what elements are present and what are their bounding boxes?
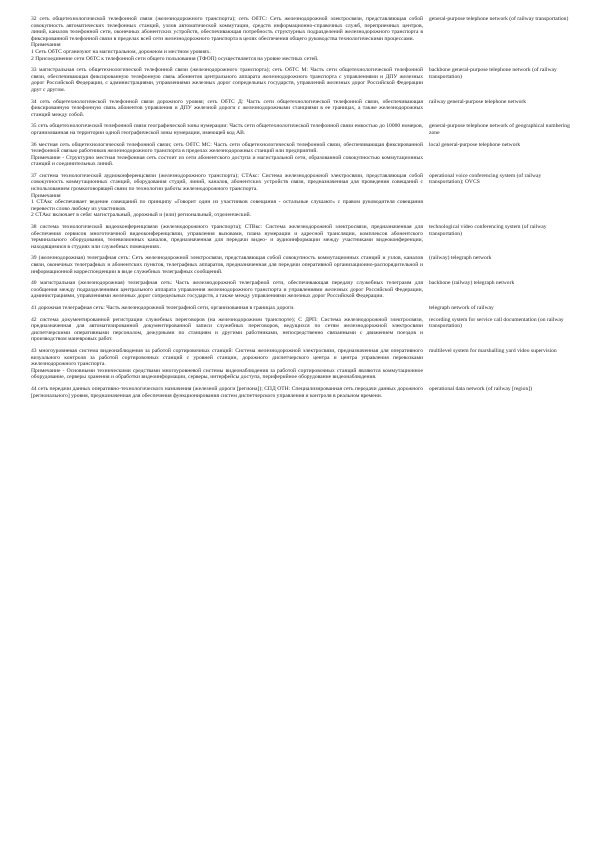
definition-text: 38 система технологической видеоконференцсвязи (железнодорожного транспорта); СТВкс: Система железнодорожной электросвязи, предназначенная для обеспечения сервисов многоточечной видеоконференцсвязи, управления вызовами, плана нумерации и адресной трансляции, комплексов абонентского терминального оборудования, телевизионных каналов, предназначенная для передачи видео- и аудиоинформации между участниками видеоконференции, находящимися в студиях или служебных помещениях. bbox=[31, 224, 423, 250]
note-text: Примечание - Структурно местная телефонная сеть состоит из сети абонентского доступа и магистральной сети, образованной совокупностью коммутационных станций и соединительных линий. bbox=[31, 154, 423, 168]
definition-text: 33 магистральная сеть общетехнологической телефонной связи (железнодорожного транспорта); сеть ОбТС М: Часть сети общетехнологической телефонной связи, обеспечивающая фиксированную телефонную связь абонентов центрального аппарата железнодорожного транспорта с управлениями и ДПУ железных дорог Российской Федерации, с администрациями, управлениями железных дорог сопредельных государств, управлений железных дорог Российской Федерации друг с другом. bbox=[31, 67, 423, 93]
term-definition-ru bbox=[31, 280, 423, 300]
note-text: Примечание - Основными техническими средствами многоуровневой системы видеонаблюдения за работой сортировочных станций являются коммутационное оборудование, серверы хранения и обработки видеоинформации, серверы, интерфейсы доступа, периферийное оборудование видеонаблюдения. bbox=[31, 367, 423, 381]
term-english-equivalent: general-purpose telephone network of geographical numbering zone bbox=[429, 123, 570, 136]
term-english-equivalent: operational data network (of railway [region]) bbox=[429, 385, 532, 392]
term-entry bbox=[31, 348, 571, 381]
term-definition-ru bbox=[31, 173, 423, 219]
term-entry bbox=[31, 224, 571, 250]
term-definition-ru bbox=[31, 348, 423, 381]
term-english-equivalent: telegraph network of railway bbox=[429, 304, 494, 311]
term-entry bbox=[31, 142, 571, 168]
term-entry bbox=[31, 16, 571, 62]
definition-text: 41 дорожная телеграфная сеть: Часть железнодорожной телеграфной сети, организованная в границах дороги. bbox=[31, 304, 295, 311]
note-text: Примечания bbox=[31, 42, 61, 49]
definition-text: 34 сеть общетехнологической телефонной связи дорожного уровня; сеть ОбТС Д: Часть сети общетехнологической телефонной связи, обеспечивающая фиксированную телефонную связь абонентов управления и ДПУ железной дороги с железнодорожными станциями в ее границах, а также железнодорожных станций между собой. bbox=[31, 98, 423, 118]
definition-text: 32 сеть общетехнологической телефонной связи (железнодорожного транспорта); сеть ОбТС: Сеть железнодорожной электросвязи, представляющая собой совокупность автоматических телефонных станций, узлов автоматической коммутации, средств информационно-справочных служб, переприемных центров, линий, каналов телефонной сети, оконечных абонентских устройств, обеспечивающая потребность структурных подразделений железнодорожного транспорта в фиксированной телефонной связи в пределах всей сети железнодорожного транспорта в целях обеспечения общего руководства технологическими процессами. bbox=[31, 16, 423, 42]
document-page bbox=[31, 16, 571, 404]
term-definition-ru bbox=[31, 123, 423, 136]
note-text: 2 СТАкс включает в себя: магистральный, дорожный и (или) региональный, отделенческий. bbox=[31, 212, 251, 219]
term-english-equivalent: (railway) telegraph network bbox=[429, 255, 492, 262]
note-text: 2 Присоединение сети ОбТС к телефонной сети общего пользования (ТФОП) осуществляется на уровне местных сетей. bbox=[31, 55, 319, 62]
term-entry bbox=[31, 173, 571, 219]
term-definition-ru bbox=[31, 16, 423, 62]
term-entry bbox=[31, 67, 571, 93]
definition-text: 35 сеть общетехнологической телефонной связи географической зоны нумерации: Часть сети общетехнологической телефонной связи емкостью до 10000 номеров, организованная на территории одной географической зоны нумерации, имеющей код АВ. bbox=[31, 123, 423, 136]
term-entry bbox=[31, 123, 571, 136]
term-english-equivalent: general-purpose telephone network (of railway transportation) bbox=[429, 16, 569, 22]
term-english-equivalent: recording system for service call documentation (on railway transportation) bbox=[429, 316, 564, 330]
note-text: Примечания bbox=[31, 192, 61, 199]
definition-text: 36 местная сеть общетехнологической телефонной связи; сеть ОбТС МС: Часть сети общетехнологической телефонной связи, обеспечивающая фиксированной телефонной связью работников железнодорожного транспорта в пределах железнодорожных станций или предприятий. bbox=[31, 141, 423, 155]
term-definition-ru bbox=[31, 224, 423, 250]
definition-text: 37 система технологической аудиоконференцсвязи (железнодорожного транспорта); СТАкс: Система железнодорожной электросвязи, представляющая собой совокупность коммутационных станций, оборудования студий, линий, каналов, абонентских устройств связи, предназначенная для проведения совещаний с использованием громкоговорящей связи по технологии работы железнодорожного транспорта. bbox=[31, 172, 423, 193]
term-definition-ru bbox=[31, 142, 423, 168]
term-entry bbox=[31, 386, 571, 399]
term-english-equivalent: backbone (railway) telegraph network bbox=[429, 280, 515, 287]
term-entry bbox=[31, 255, 571, 275]
term-entry bbox=[31, 305, 571, 312]
term-english-equivalent: multilevel system for marshalling yard video supervision bbox=[429, 347, 557, 354]
definition-text: 44 сеть передачи данных оперативно-технологического назначения (железной дороги [региона]); СПД ОТН: Специализированная сеть передачи данных дорожного [регионального] уровня, предназначенная для обеспечения функционирования систем диспетчерского управления и контроля в реальном времени. bbox=[31, 385, 423, 399]
term-entry bbox=[31, 99, 571, 119]
definition-text: 42 система документированной регистрации служебных переговоров (на железнодорожном транспорте); С ДРП: Система железнодорожной электросвязи, предназначенная для автоматизированной документированной записи служебных переговоров, ведущихся по сетям железнодорожной электросвязи диспетчерскими оперативными персоналом, дежурными по станциям и другими работниками, непосредственно связанными с движением поездов и производством маневровых работ. bbox=[31, 316, 423, 343]
term-definition-ru bbox=[31, 255, 423, 275]
term-english-equivalent: backbone general-purpose telephone network (of railway transportation) bbox=[429, 67, 557, 80]
term-definition-ru bbox=[31, 386, 423, 399]
term-definition-ru bbox=[31, 99, 423, 119]
term-english-equivalent: technological video conferencing system (of railway transportation) bbox=[429, 224, 547, 237]
term-entry bbox=[31, 317, 571, 343]
definition-text: 39 (железнодорожная) телеграфная сеть: Сеть железнодорожной электросвязи, представляющая собой совокупность коммутационных станций и узлов, каналов связи, оконечных телеграфных и абонентских пунктов, телеграфных аппаратов, предназначенная для передачи оперативной организационно-распорядительной и информационной корреспонденции в виде служебных телеграфных сообщений. bbox=[31, 255, 423, 275]
term-definition-ru bbox=[31, 317, 423, 343]
definition-text: 40 магистральная (железнодорожная) телеграфная сеть: Часть железнодорожной телеграфной сети, обеспечивающая передачу служебных телеграмм для сообщения между подразделениями центрального аппарата управления железнодорожного транспорта и управлениями железных дорог Российской Федерации, администрациями, управлениями железных дорог сопредельных государств, а также между управлениями железных дорог Российской Федерации. bbox=[31, 280, 423, 300]
definition-text: 43 многоуровневая система видеонаблюдения за работой сортировочных станций: Система железнодорожной электросвязи, предназначенная для оперативного визуального контроля за работой сортировочных станций с уровней станции, дорожного диспетчерского центра и центра управления перевозками железнодорожного транспорта. bbox=[31, 347, 423, 368]
note-text: 1 СТАкс обеспечивает ведение совещаний по принципу «Говорит один из участников совещания - остальные слушают» с правом руководителя совещания перевести слово любому из участников. bbox=[31, 199, 423, 212]
term-definition-ru bbox=[31, 305, 423, 312]
term-definition-ru bbox=[31, 67, 423, 93]
term-english-equivalent: local general-purpose telephone network bbox=[429, 141, 521, 148]
note-text: 1 Сеть ОбТС организуют на магистральном, дорожном и местном уровнях. bbox=[31, 48, 211, 55]
term-english-equivalent: operational voice conferencing system (of railway transportation); OVCS bbox=[429, 172, 542, 186]
term-entry bbox=[31, 280, 571, 300]
term-english-equivalent: railway general-purpose telephone network bbox=[429, 98, 527, 105]
